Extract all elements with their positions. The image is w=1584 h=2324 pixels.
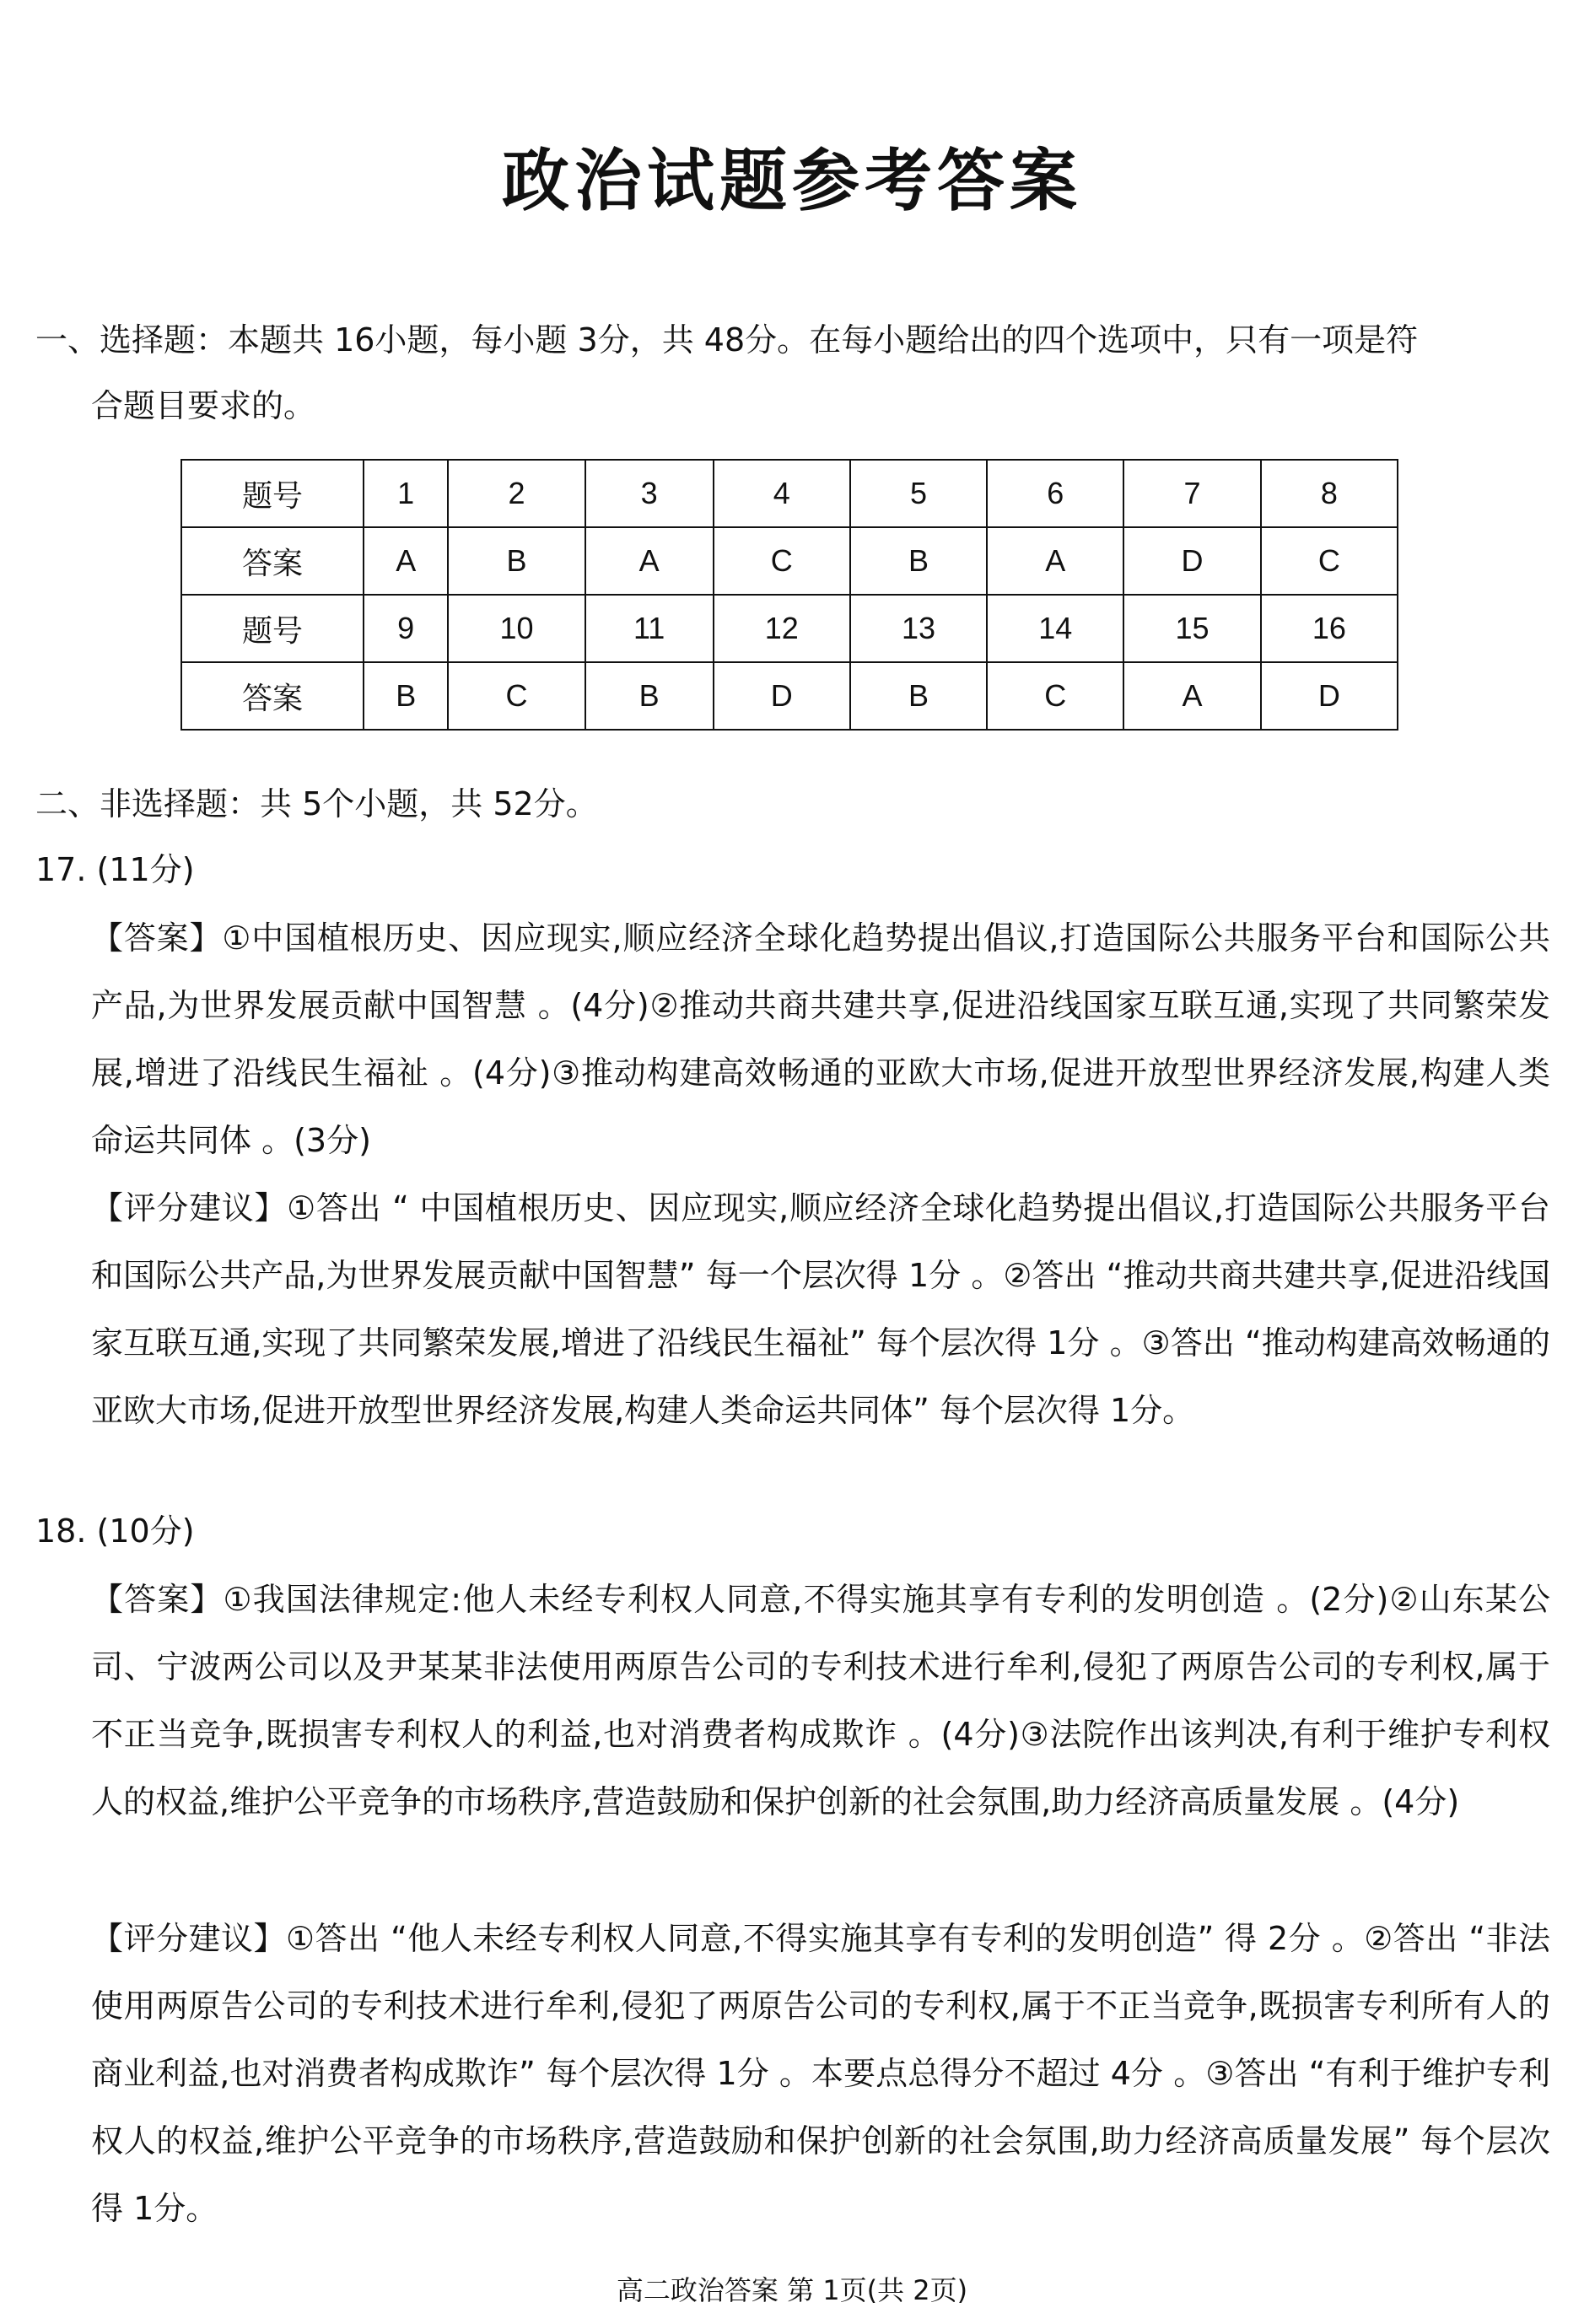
answer-table (180, 459, 1398, 731)
question-18-scoring: 【评分建议】①答出 “他人未经专利权人同意,不得实施其享有专利的发明创造” 得 2分 。②答出 “非法使用两原告公司的专利技术进行牟利,侵犯了两原告公司的专利权,属于不正当竞争,既损害专利所有人的商业利益,也对消费者构成欺诈” 每个层次得 1分 。本要点总得分不超过 4分 。③答出 “有利于维护专利权人的权益,维护公平竞争的市场秩序,营造鼓励和保护创新的社会氛围,助力经济高质量发展” 每个层次得 1分。 (91, 1920, 1550, 2227)
table-cell: 5 (850, 460, 987, 527)
question-number-label: 题号 (181, 460, 364, 527)
table-cell: 4 (714, 460, 850, 527)
table-cell: C (448, 662, 585, 730)
table-cell: 6 (987, 460, 1123, 527)
table-cell: C (714, 527, 850, 595)
table-cell: 7 (1123, 460, 1260, 527)
table-cell: 10 (448, 595, 585, 662)
question-18-heading: 18. (10分) (35, 1512, 195, 1550)
table-row (181, 527, 1398, 595)
section-1-instructions (35, 307, 1554, 439)
table-cell: B (850, 527, 987, 595)
table-cell: 15 (1123, 595, 1260, 662)
section-1-line-2: 合题目要求的。 (91, 387, 316, 424)
table-row (181, 595, 1398, 662)
question-17-scoring: 【评分建议】①答出 “ 中国植根历史、因应现实,顺应经济全球化趋势提出倡议,打造国际公共服务平台和国际公共产品,为世界发展贡献中国智慧” 每一个层次得 1分 。②答出 “推动共商共建共享,促进沿线国家互联互通,实现了共同繁荣发展,增进了沿线民生福祉” 每个层次得 1分 。③答出 “推动构建高效畅通的亚欧大市场,促进开放型世界经济发展,构建人类命运共同体” 每个层次得 1分。 (91, 1189, 1550, 1429)
table-cell: A (364, 527, 448, 595)
table-cell: 11 (585, 595, 714, 662)
table-cell: 8 (1261, 460, 1398, 527)
section-1-line-1: 一、选择题：本题共 16小题，每小题 3分，共 48分。在每小题给出的四个选项中，只有一项是符 (35, 321, 1419, 359)
table-cell: B (585, 662, 714, 730)
table-cell: C (1261, 527, 1398, 595)
table-cell: A (1123, 662, 1260, 730)
table-row (181, 460, 1398, 527)
answer-label: 答案 (181, 527, 364, 595)
page-footer: 高二政治答案 第 1页(共 2页) (616, 2274, 968, 2306)
table-cell: 1 (364, 460, 448, 527)
table-cell: D (1123, 527, 1260, 595)
table-cell: 2 (448, 460, 585, 527)
table-cell: 16 (1261, 595, 1398, 662)
question-17-heading: 17. (11分) (35, 851, 195, 888)
table-cell: 14 (987, 595, 1123, 662)
table-cell: B (364, 662, 448, 730)
answer-label: 答案 (181, 662, 364, 730)
table-cell: A (987, 527, 1123, 595)
table-cell: 9 (364, 595, 448, 662)
table-cell: 3 (585, 460, 714, 527)
table-cell: C (987, 662, 1123, 730)
page-title: 政治试题参考答案 (502, 142, 1082, 220)
table-cell: 12 (714, 595, 850, 662)
table-cell: D (714, 662, 850, 730)
table-cell: B (850, 662, 987, 730)
question-18-answer: 【答案】①我国法律规定:他人未经专利权人同意,不得实施其享有专利的发明创造 。(2分)②山东某公司、宁波两公司以及尹某某非法使用两原告公司的专利技术进行牟利,侵犯了两原告公司的专利权,属于不正当竞争,既损害专利权人的利益,也对消费者构成欺诈 。(4分)③法院作出该判决,有利于维护专利权人的权益,维护公平竞争的市场秩序,营造鼓励和保护创新的社会氛围,助力经济高质量发展 。(4分) (91, 1581, 1550, 1820)
table-cell: D (1261, 662, 1398, 730)
table-cell: 13 (850, 595, 987, 662)
table-cell: B (448, 527, 585, 595)
table-row (181, 662, 1398, 730)
section-2-heading: 二、非选择题：共 5个小题，共 52分。 (35, 785, 598, 822)
question-17-answer: 【答案】①中国植根历史、因应现实,顺应经济全球化趋势提出倡议,打造国际公共服务平台和国际公共产品,为世界发展贡献中国智慧 。(4分)②推动共商共建共享,促进沿线国家互联互通,实现了共同繁荣发展,增进了沿线民生福祉 。(4分)③推动构建高效畅通的亚欧大市场,促进开放型世界经济发展,构建人类命运共同体 。(3分) (91, 919, 1550, 1159)
table-cell: A (585, 527, 714, 595)
question-number-label: 题号 (181, 595, 364, 662)
